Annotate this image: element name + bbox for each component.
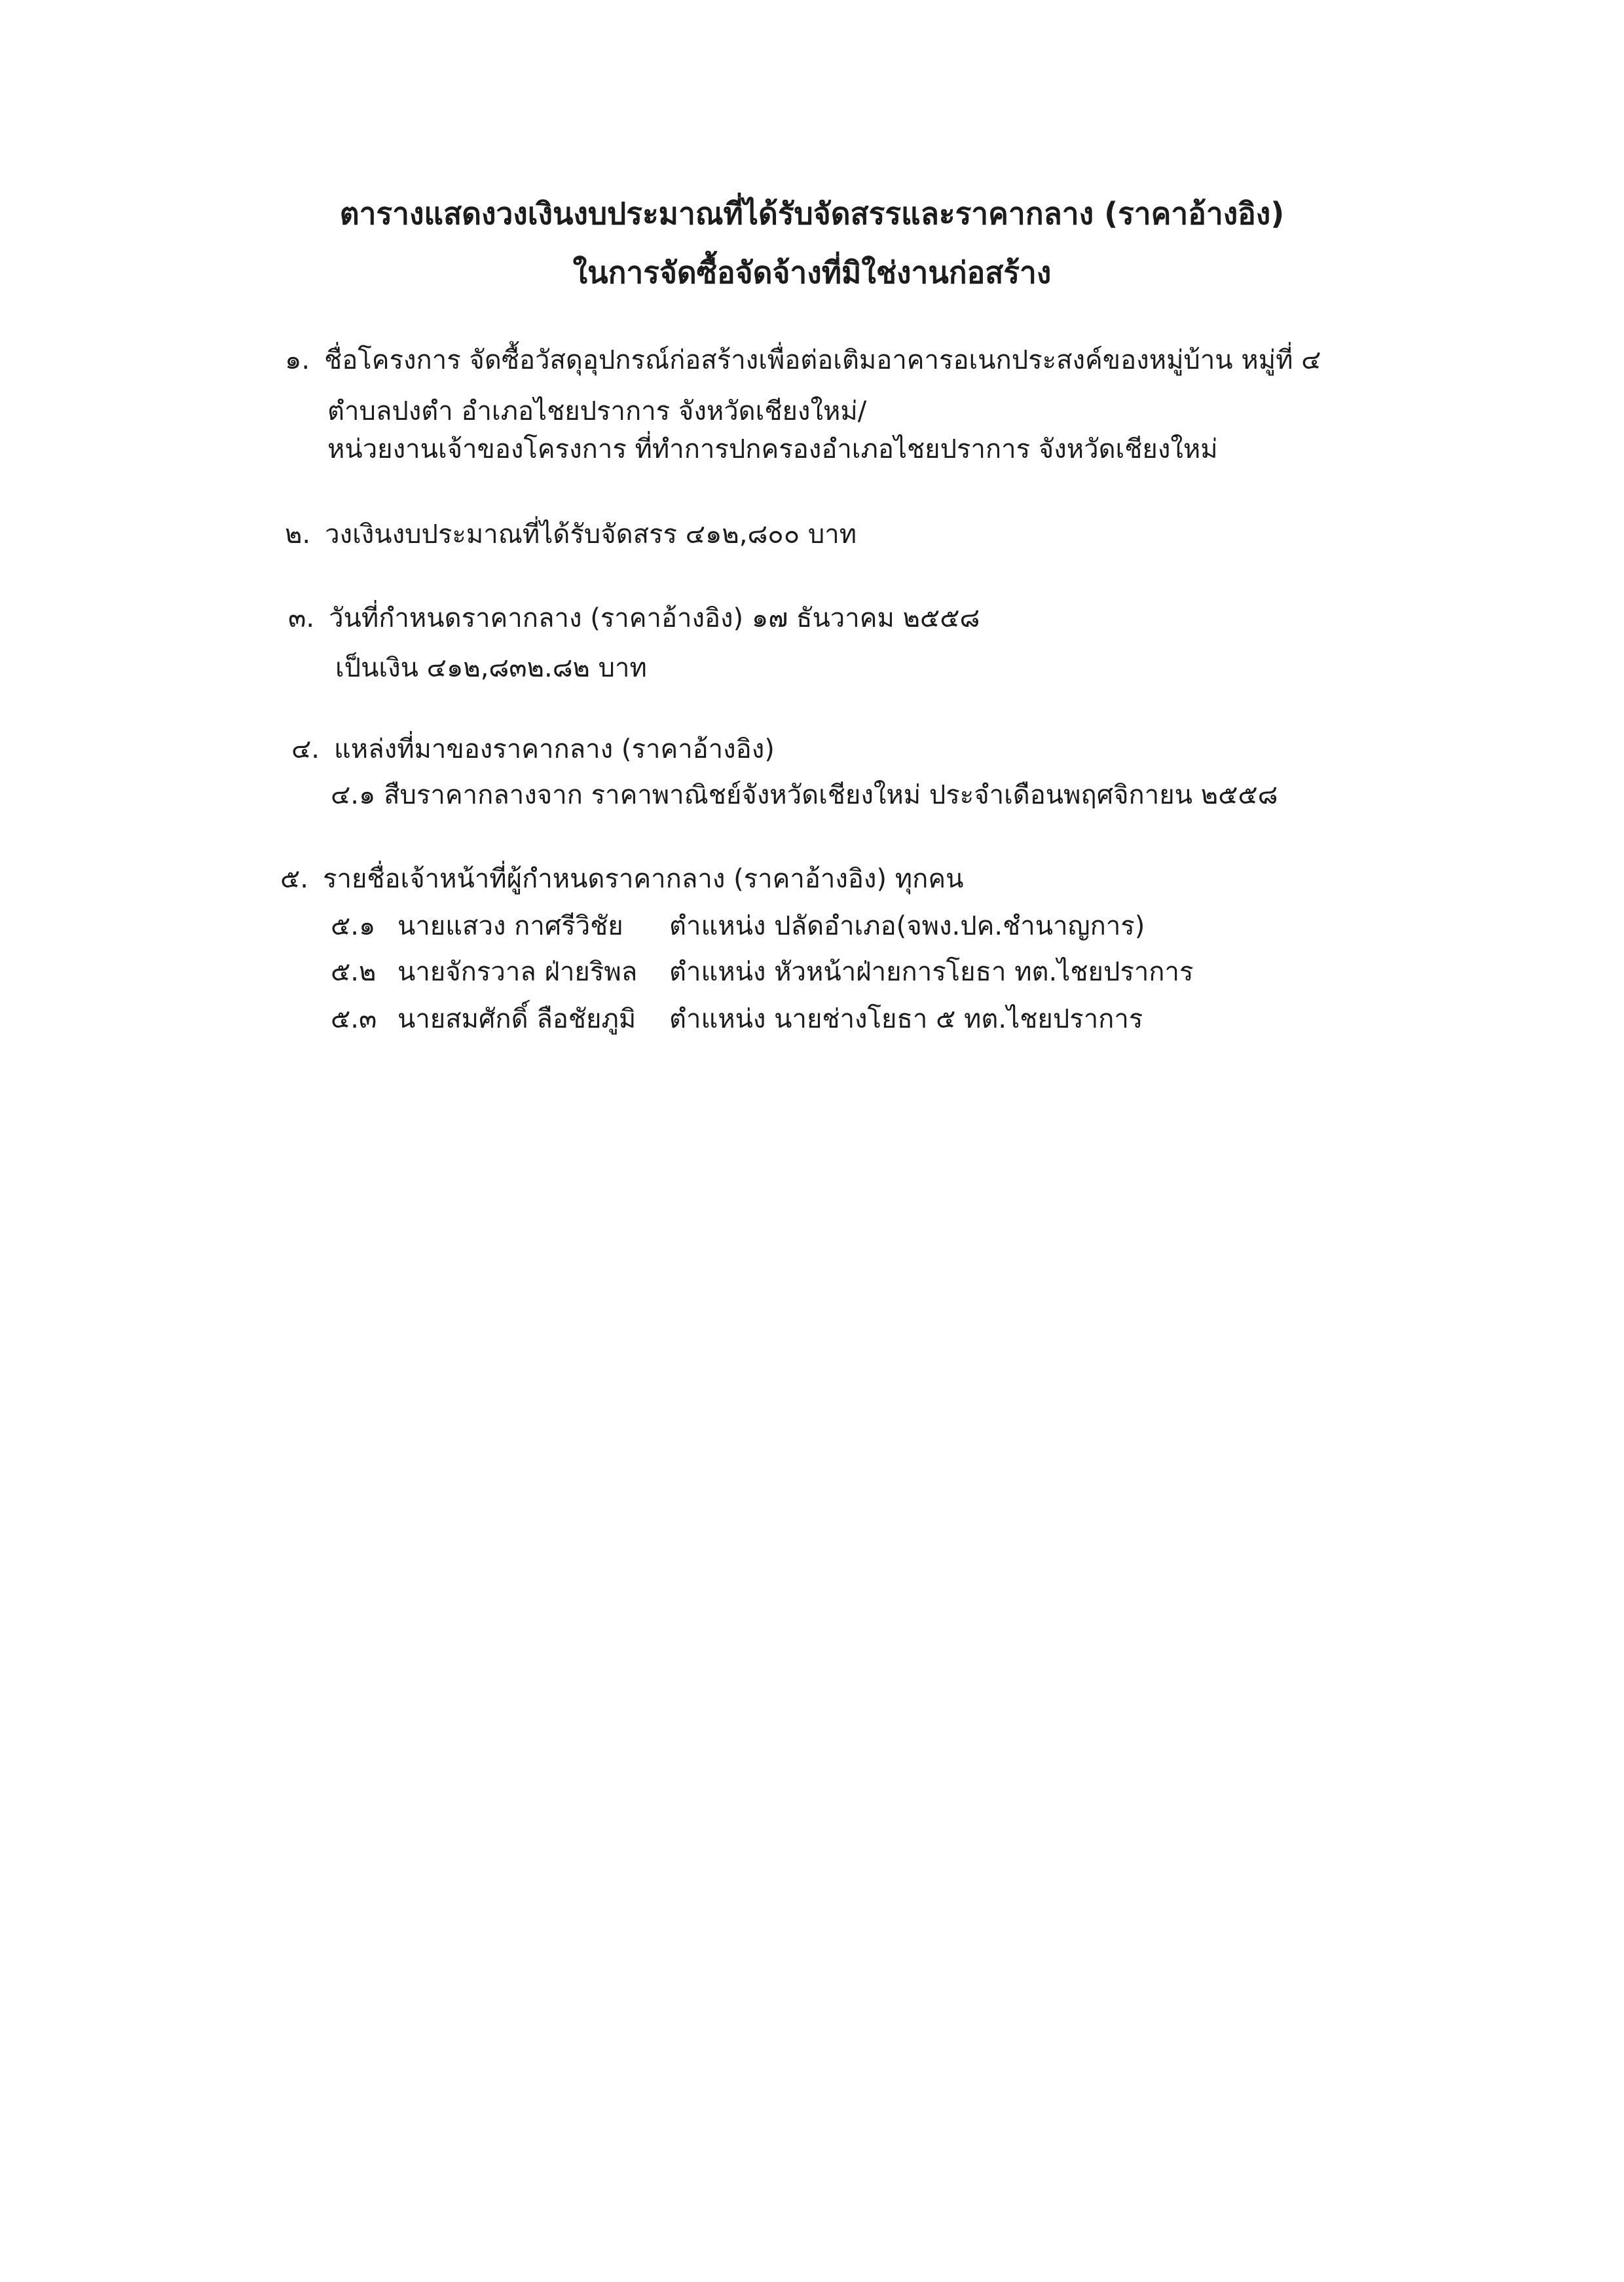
person-position: ตำแหน่ง ปลัดอำเภอ(จพง.ปค.ชำนาญการ) [669, 911, 1145, 941]
person-row [331, 1003, 1143, 1035]
document-title-line-2: ในการจัดซื้อจัดจ้างที่มิใช่งานก่อสร้าง [572, 255, 1052, 290]
item-1-line-2: ตำบลปงตำ อำเภอไชยปราการ จังหวัดเชียงใหม่/ [327, 396, 867, 426]
person-name: นายสมศักดิ์ ลือชัยภูมิ [397, 1004, 637, 1034]
item-3-line-2: เป็นเงิน ๔๑๒,๘๓๒.๘๒ บาท [335, 653, 647, 683]
person-position: ตำแหน่ง นายช่างโยธา ๕ ทต.ไชยปราการ [669, 1004, 1143, 1034]
document-title-line-1: ตารางแสดงวงเงินงบประมาณที่ได้รับจัดสรรและราคากลาง (ราคาอ้างอิง) [339, 196, 1285, 231]
person-number: ๕.๑ [331, 911, 376, 941]
item-4-number: ๔. [291, 734, 320, 764]
item-5-line-1 [280, 863, 963, 895]
item-1-line-3: หน่วยงานเจ้าของโครงการ ที่ทำการปกครองอำเภอไชยปราการ จังหวัดเชียงใหม่ [327, 434, 1218, 464]
person-number: ๕.๒ [331, 957, 377, 987]
item-2-text: วงเงินงบประมาณที่ได้รับจัดสรร ๔๑๒,๘๐๐ บาท [325, 519, 857, 550]
person-position: ตำแหน่ง หัวหน้าฝ่ายการโยธา ทต.ไชยปราการ [669, 957, 1194, 987]
item-1-text: ชื่อโครงการ จัดซื้อวัสดุอุปกรณ์ก่อสร้างเพื่อต่อเติมอาคารอเนกประสงค์ของหมู่บ้าน หมู่ที่ ๔ [324, 345, 1321, 375]
item-1-number: ๑. [285, 345, 310, 375]
item-2-number: ๒. [285, 519, 311, 550]
item-1-line-1 [285, 345, 1321, 376]
person-name: นายแสวง กาศรีวิชัย [397, 911, 623, 941]
item-3-number: ๓. [288, 603, 315, 633]
item-2-line-1 [285, 519, 857, 550]
person-row [331, 956, 1193, 988]
person-row [331, 910, 1145, 942]
item-3-line-1 [288, 603, 980, 634]
item-4-text: แหล่งที่มาของราคากลาง (ราคาอ้างอิง) [334, 734, 775, 764]
item-5-number: ๕. [280, 864, 308, 894]
person-number: ๕.๓ [331, 1004, 377, 1034]
person-name: นายจักรวาล ฝ่ายริพล [397, 957, 638, 987]
item-4-line-1 [291, 734, 775, 765]
item-4-sub-1: ๔.๑ สืบราคากลางจาก ราคาพาณิชย์จังหวัดเชียงใหม่ ประจำเดือนพฤศจิกายน ๒๕๕๘ [331, 780, 1278, 810]
item-5-text: รายชื่อเจ้าหน้าที่ผู้กำหนดราคากลาง (ราคาอ้างอิง) ทุกคน [323, 864, 964, 894]
item-3-text: วันที่กำหนดราคากลาง (ราคาอ้างอิง) ๑๗ ธันวาคม ๒๕๕๘ [329, 603, 980, 633]
